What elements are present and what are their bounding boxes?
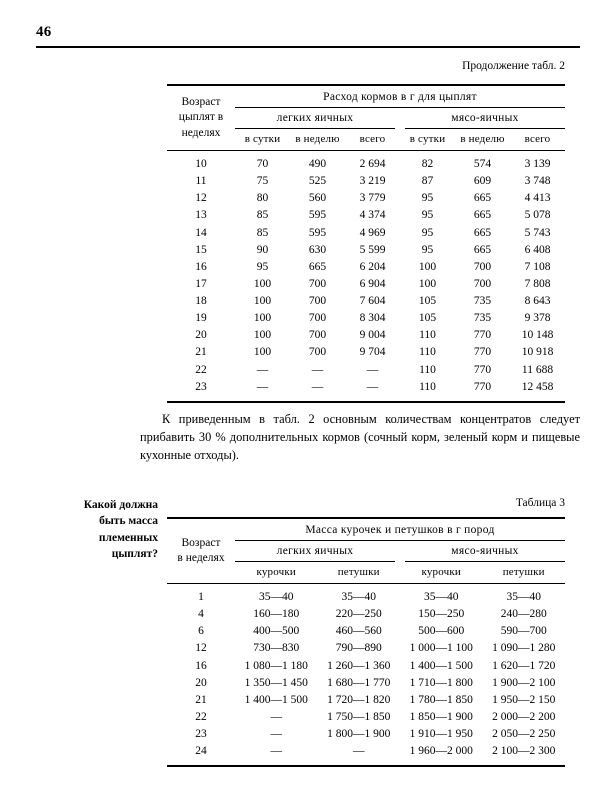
table-cell: 95 [421,192,434,205]
table-cell: 2 694 [359,158,386,170]
table-cell: 770 [473,329,492,342]
table-cell: — [353,745,365,758]
weight-table-bottom-rule [167,765,565,767]
table-cell: 110 [419,329,436,342]
table-cell: 240—280 [500,608,547,621]
table-row [167,276,565,293]
feed-colhead: в неделю [460,133,505,145]
table-cell: 500—600 [418,625,465,638]
row-age-cell: 22 [195,710,207,723]
row-age-cell: 23 [195,380,207,393]
table-cell: 3 779 [359,192,386,205]
table-row [167,675,565,692]
table-cell: 700 [308,329,327,342]
table-cell: 1 950—2 150 [492,693,556,706]
table-cell: 1 000—1 100 [409,642,473,655]
table-row [167,606,565,623]
feed-colhead: в сутки [409,133,446,145]
table-cell: 8 304 [359,312,386,325]
table-caption-continued: Продолжение табл. 2 [462,60,565,72]
table-cell: — [311,363,324,376]
table-cell: 1 350—1 450 [244,676,308,689]
table-cell: 8 643 [524,295,551,307]
table-cell: 12 458 [521,380,554,393]
table-cell: — [366,363,379,376]
table-cell: 110 [419,346,436,359]
table-cell: 2 100—2 300 [492,745,556,758]
body-paragraph: К приведенным в табл. 2 основным количествам концентратов следует прибавить 30 % дополнительных кормов (сочный корм, зеленый корм и пищевые кухонные отходы). [140,412,580,463]
feed-subgroup-titles [235,108,565,128]
margin-note-line: племенных [98,531,158,544]
row-age-cell: 18 [195,295,207,307]
row-age-cell: 1 [198,591,204,603]
stub-line: неделях [181,126,221,139]
margin-note-line: быть масса [99,515,158,528]
table-cell: 5 743 [524,226,551,239]
table-row [167,310,565,327]
breeding-weight-table [167,517,565,767]
table-cell: 2 050—2 250 [492,728,556,740]
table-cell: 700 [308,312,327,325]
table-row [167,242,565,259]
stub-line: в неделях [177,552,225,564]
table-cell: — [270,728,282,740]
row-age-cell: 4 [198,608,204,621]
row-age-cell: 23 [195,728,207,740]
row-age-cell: 21 [195,346,207,359]
row-age-cell: 24 [195,745,207,758]
table-cell: 1 680—1 770 [327,676,391,689]
table-cell: 1 850—1 900 [409,710,473,723]
table-cell: 3 219 [359,175,386,188]
table-cell: 90 [256,243,269,256]
table-row [167,173,565,190]
table-cell: 105 [418,295,437,307]
table-row [167,156,565,173]
table-cell: 665 [308,260,327,273]
table-cell: 560 [308,192,327,205]
table-cell: 490 [308,158,327,170]
table-cell: 160—180 [253,608,300,621]
table-cell: 400—500 [253,625,300,638]
table-cell: 80 [256,192,269,205]
header-rule [36,46,580,48]
feed-group-area [235,86,565,150]
table-cell: 1 780—1 850 [409,693,473,706]
table-cell: 70 [256,158,269,170]
feed-table-body [167,151,565,401]
table-cell: 85 [256,226,269,239]
table-cell: 1 710—1 800 [409,676,473,689]
table-cell: 100 [418,277,437,290]
feed-consumption-table [167,84,565,403]
row-age-cell: 12 [195,192,207,205]
table-cell: 87 [421,175,434,188]
feed-colhead: в неделю [295,133,340,145]
table-row [167,658,565,675]
feed-group-title: Расход кормов в г для цыплят [323,91,477,103]
table-row [167,327,565,344]
table-row [167,190,565,207]
table-cell: 574 [473,158,492,170]
page-number: 46 [36,24,52,40]
table-row [167,589,565,606]
table-cell: — [270,710,282,723]
row-age-cell: 20 [195,329,207,342]
table-cell: 10 918 [521,346,554,359]
table-cell: 3 139 [524,158,551,170]
margin-note-line: Какой должна [83,499,158,511]
table-caption-three: Таблица 3 [515,497,565,509]
table-cell: 1 400—1 500 [409,659,473,672]
table-cell: 6 204 [359,260,386,273]
row-age-cell: 19 [195,312,207,325]
table-cell: 700 [473,277,492,290]
table-cell: 4 969 [359,226,386,239]
table-row [167,225,565,242]
table-cell: 9 004 [359,329,386,342]
table-row [167,379,565,396]
table-cell: 220—250 [335,608,382,621]
table-cell: 1 900—2 100 [492,676,556,689]
row-age-cell: 22 [195,363,207,376]
table-cell: 100 [253,312,272,325]
table-cell: 1 620—1 720 [492,659,556,672]
table-cell: 35—40 [506,591,541,603]
weight-colhead: курочки [256,566,297,578]
row-age-cell: 13 [195,209,207,222]
weight-colhead: петушки [337,566,380,578]
table-cell: 595 [308,209,327,222]
table-cell: 1 080—1 180 [244,659,308,672]
feed-stub-header [167,95,235,141]
feed-subgroup-meat-egg: мясо-яичных [451,112,519,124]
table-cell: 95 [256,260,269,273]
table-cell: 95 [421,243,434,256]
table-cell: 730—830 [253,642,300,655]
table-cell: 100 [253,277,272,290]
row-age-cell: 16 [195,659,207,672]
table-cell: — [366,380,379,393]
table-cell: 700 [308,277,327,290]
table-cell: 5 078 [524,209,551,222]
table-cell: 100 [418,260,437,273]
table-cell: 770 [473,363,492,376]
table-cell: 100 [253,295,272,307]
table-cell: 75 [256,175,269,188]
table-cell: 790—890 [335,642,382,655]
table-row [167,640,565,657]
table-cell: — [256,380,269,393]
table-cell: 2 000—2 200 [492,710,556,723]
table-cell: 665 [473,192,492,205]
feed-subgroup-light-egg: легких яичных [276,112,354,124]
table-cell: 150—250 [418,608,465,621]
row-age-cell: 14 [195,226,207,239]
table-cell: 525 [308,175,327,188]
table-cell: 1 750—1 850 [327,710,391,723]
table-cell: 10 148 [521,329,554,342]
table-row [167,293,565,310]
table-cell: 609 [473,175,492,188]
row-age-cell: 6 [198,625,204,638]
table-cell: 665 [473,226,492,239]
table-row [167,207,565,224]
table-cell: 7 108 [524,260,551,273]
table-row [167,743,565,760]
row-age-cell: 20 [195,676,207,689]
row-age-cell: 16 [195,260,207,273]
table-cell: — [311,380,324,393]
table-cell: 700 [308,295,327,307]
feed-column-headers [235,129,565,150]
table-cell: 11 688 [521,363,554,376]
table-cell: 110 [419,380,436,393]
table-cell: 100 [253,346,272,359]
weight-colhead: курочки [421,566,462,578]
weight-subgroup-titles [235,541,565,561]
stub-line: цыплят в [178,111,224,124]
table-cell: 590—700 [500,625,547,638]
table-cell: 100 [253,329,272,342]
weight-group-title: Масса курочек и петушков в г пород [305,524,495,536]
row-age-cell: 12 [195,642,207,655]
table-cell: 700 [308,346,327,359]
table-cell: 700 [473,260,492,273]
weight-subgroup-meat-egg: мясо-яичных [451,545,519,557]
table-row [167,726,565,743]
table-cell: 35—40 [424,591,459,603]
table-cell: 1 910—1 950 [409,728,473,740]
table-cell: 770 [473,380,492,393]
row-age-cell: 11 [195,175,207,188]
table-cell: 595 [308,226,327,239]
table-cell: 95 [421,209,434,222]
table-cell: 665 [473,209,492,222]
weight-column-headers [235,562,565,583]
table-cell: 7 808 [524,277,551,290]
table-cell: 630 [308,243,327,256]
table-cell: 9 378 [524,312,551,325]
table-cell: 460—560 [335,625,382,638]
feed-table-header [167,86,565,150]
table-cell: 665 [473,243,492,256]
table-cell: 7 604 [359,295,386,307]
table-row [167,623,565,640]
row-age-cell: 10 [195,158,207,170]
row-age-cell: 15 [195,243,207,256]
table-row [167,344,565,361]
table-cell: 4 374 [359,209,386,222]
table-cell: — [256,363,269,376]
feed-colhead: в сутки [244,133,281,145]
table-cell: 35—40 [341,591,376,603]
table-cell: — [270,745,282,758]
table-cell: 4 413 [524,192,551,205]
margin-note-line: цыплят? [111,547,158,560]
table-cell: 1 260—1 360 [327,659,391,672]
weight-stub-header [167,536,235,566]
table-cell: 5 599 [359,243,386,256]
weight-colhead: петушки [502,566,545,578]
table-cell: 770 [473,346,492,359]
table-cell: 6 904 [359,277,386,290]
weight-subgroup-light-egg: легких яичных [276,545,354,557]
table-row [167,692,565,709]
row-age-cell: 17 [195,277,207,290]
table-row [167,709,565,726]
feed-table-bottom-rule [167,401,565,403]
row-age-cell: 21 [195,693,207,706]
table-cell: 95 [421,226,434,239]
feed-colhead: всего [524,133,551,145]
table-cell: 6 408 [524,243,551,256]
table-row [167,362,565,379]
table-cell: 105 [418,312,437,325]
feed-colhead: всего [359,133,386,145]
table-cell: 1 720—1 820 [327,693,391,706]
table-cell: 9 704 [359,346,386,359]
table-cell: 735 [473,312,492,325]
table-cell: 85 [256,209,269,222]
table-cell: 82 [421,158,434,170]
table-cell: 1 960—2 000 [409,745,473,758]
weight-group-area [235,519,565,583]
table-cell: 35—40 [259,591,294,603]
weight-table-body [167,584,565,765]
table-cell: 3 748 [524,175,551,188]
margin-question-note [24,497,158,562]
table-cell: 110 [419,363,436,376]
table-cell: 1 800—1 900 [327,728,391,740]
weight-table-header [167,519,565,583]
stub-line: Возраст [181,536,221,549]
table-row [167,259,565,276]
table-cell: 1 090—1 280 [492,642,556,655]
stub-line: Возраст [181,96,221,109]
table-cell: 735 [473,295,492,307]
table-cell: 1 400—1 500 [244,693,308,706]
